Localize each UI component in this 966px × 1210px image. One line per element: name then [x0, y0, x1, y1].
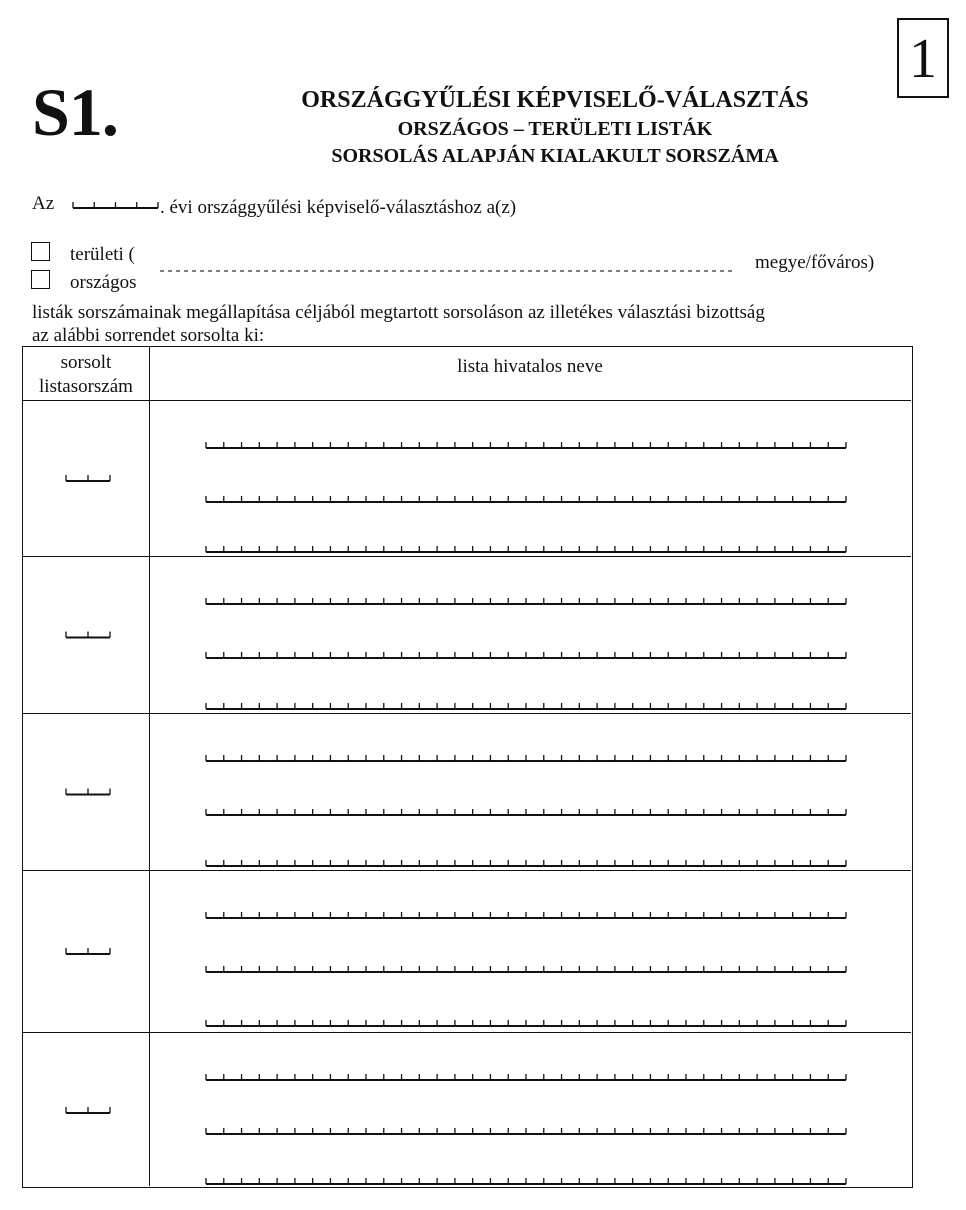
col1-header-line1: sorsolt [60, 352, 112, 373]
teruleti-label: területi ( [70, 244, 135, 265]
col1-header [23, 351, 149, 399]
county-suffix: megye/főváros) [755, 252, 875, 273]
draw-results-table [22, 346, 913, 1188]
column-divider [149, 347, 150, 1186]
row-divider [23, 713, 911, 714]
intro-suffix: . évi országgyűlési képviselő-választáshoz a(z) [160, 197, 517, 218]
col2-header: lista hivatalos neve [457, 356, 603, 377]
title-line-2: ORSZÁGOS – TERÜLETI LISTÁK [397, 118, 713, 140]
col1-header-line2: listasorszám [39, 375, 133, 397]
row-divider [23, 870, 911, 871]
header-row-divider [23, 400, 911, 401]
teruleti-checkbox[interactable] [31, 242, 50, 261]
description-line-2: az alábbi sorrendet sorsolta ki: [32, 325, 265, 346]
title-line-1: ORSZÁGGYŰLÉSI KÉPVISELŐ-VÁLASZTÁS [301, 87, 809, 113]
row-divider [23, 556, 911, 557]
description-line-1: listák sorszámainak megállapítása céljából megtartott sorsoláson az illetékes választási bizottság [32, 302, 765, 323]
intro-prefix: Az [32, 193, 55, 214]
year-entry-field[interactable] [73, 202, 158, 208]
row-divider [23, 1032, 911, 1033]
orszagos-label: országos [70, 272, 137, 293]
page-number-box: 1 [897, 18, 949, 98]
form-code: S1. [32, 74, 118, 150]
orszagos-checkbox[interactable] [31, 270, 50, 289]
title-line-3: SORSOLÁS ALAPJÁN KIALAKULT SORSZÁMA [331, 145, 779, 167]
